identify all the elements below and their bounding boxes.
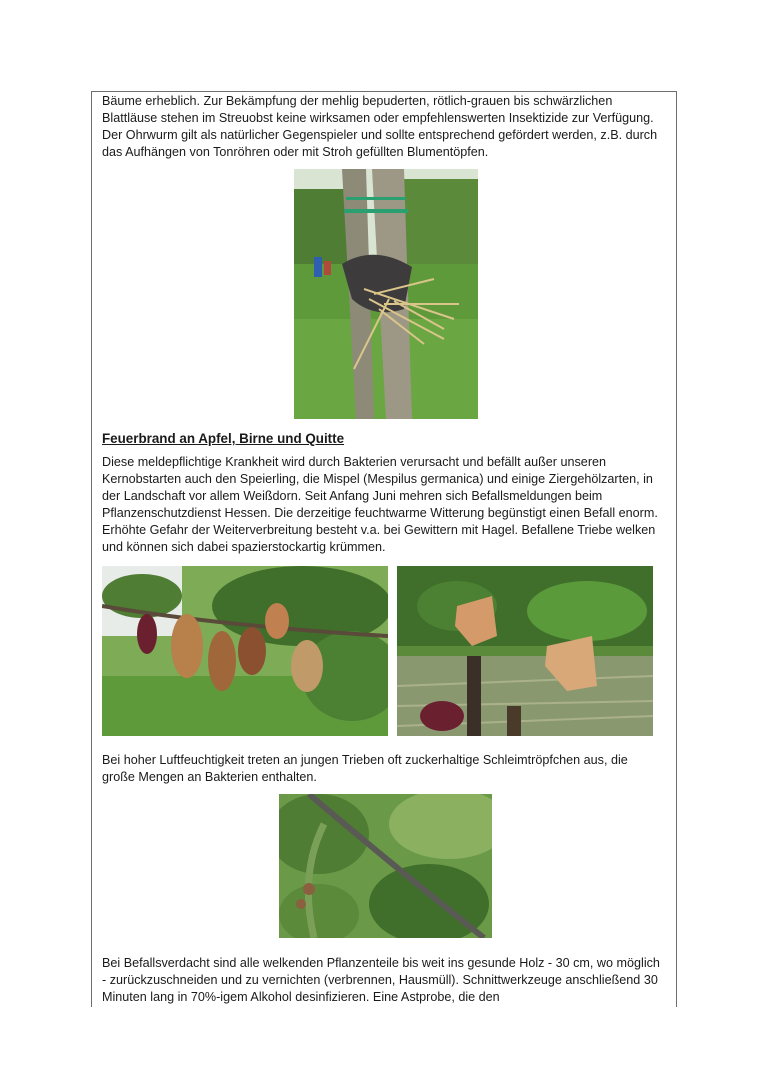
photo-blighted-apple-leaves [102,566,388,736]
paragraph-bacterial-ooze: Bei hoher Luftfeuchtigkeit treten an jungen Trieben oft zuckerhaltige Schleimtröpfchen aus, die große Mengen an Bakterien enthalten. [102,753,628,785]
section-heading-fire-blight: Feuerbrand an Apfel, Birne und Quitte [102,431,345,446]
photo-wilted-dead-leaves [397,566,653,736]
paragraph-aphids: Bäume erheblich. Zur Bekämpfung der mehlig bepuderten, rötlich-grauen bis schwärzlichen Blattläuse stehen im Streuobst keine wirksamen oder empfehlenswerten Insektizide zur Verfügung. Der Ohrwurm gilt als natürlicher Gegenspieler und sollte entsprechend gefördert werden, z.B. durch das Aufhängen von Tonröhren oder mit Stroh gefüllten Blumentöpfen. [102,94,658,160]
paragraph-control-measures: Bei Befallsverdacht sind alle welkenden Pflanzenteile bis weit ins gesunde Holz - 30 cm, wo möglich - zurückzuschneiden und zu vernichten (verbrennen, Hausmüll). Schnittwerkzeuge anschließend 30 Minuten lang in 70%-igem Alkohol desinfizieren. Eine Astprobe, die den [102,956,660,1005]
photo-straw-pot-on-tree [294,169,478,419]
photo-shoot-with-ooze [279,794,492,938]
paragraph-fire-blight-description: Diese meldepflichtige Krankheit wird durch Bakterien verursacht und befällt außer unseren Kernobstarten auch den Speierling, die Mispel (Mespilus germanica) und einige Ziergehölzarten, in der Landschaft vor allem Weißdorn. Seit Anfang Juni mehren sich Befallsmeldungen beim Pflanzenschutzdienst Hessen. Die derzeitige feuchtwarme Witterung begünstigt einen Befall enorm. Erhöhte Gefahr der Weiterverbreitung besteht v.a. bei Gewittern mit Hagel. Befallene Triebe welken und können sich dabei spazierstockartig krümmen. [102,455,658,555]
